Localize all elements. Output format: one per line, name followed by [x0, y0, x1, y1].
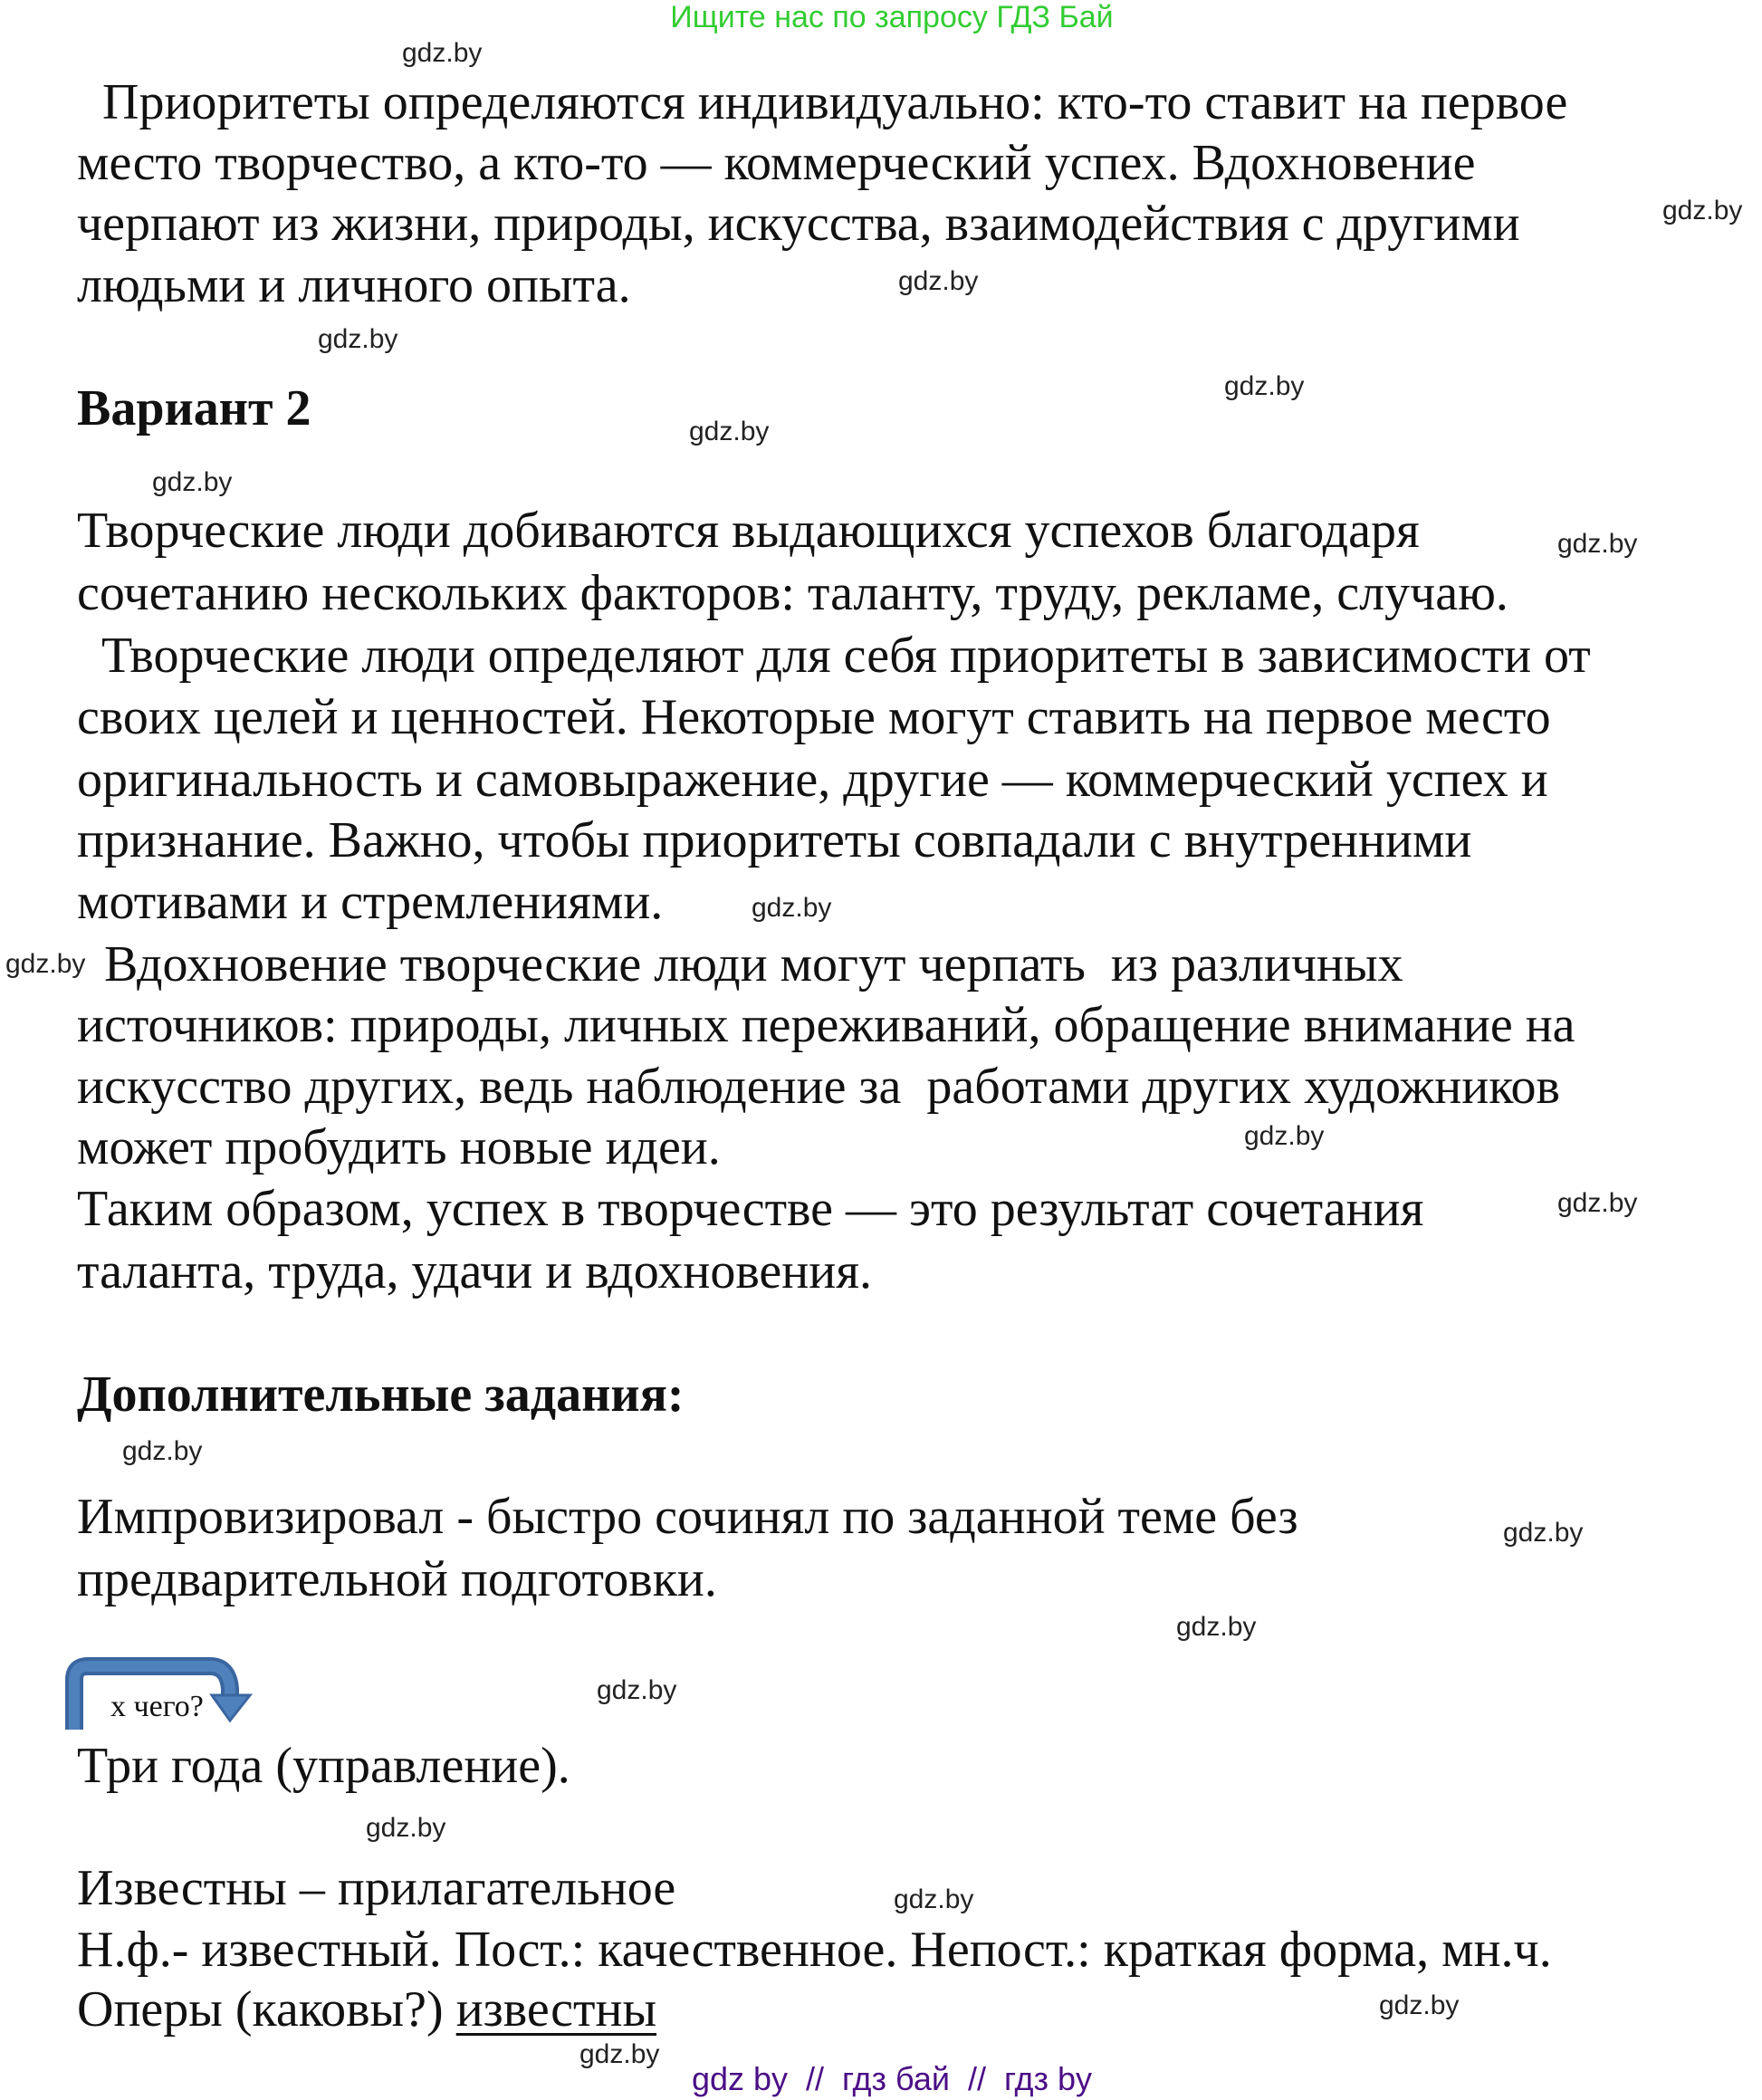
watermark: gdz.by: [402, 38, 483, 68]
paragraph-line: мотивами и стремлениями.: [77, 874, 664, 930]
watermark: gdz.by: [898, 266, 979, 296]
paragraph-line: сочетанию нескольких факторов: таланту, труду, рекламе, случаю.: [77, 565, 1508, 621]
watermark: gdz.by: [122, 1436, 203, 1466]
paragraph-line: Приоритеты определяются индивидуально: кто-то ставит на первое: [77, 74, 1568, 130]
watermark: gdz.by: [1503, 1518, 1584, 1548]
sentence-prefix: Оперы (каковы?): [77, 1981, 456, 2038]
underlined-word: известны: [455, 1981, 657, 2038]
paragraph-line: Таким образом, успех в творчестве — это результат сочетания: [77, 1181, 1424, 1237]
paragraph-line: людьми и личного опыта.: [77, 257, 631, 313]
paragraph-line: источников: природы, личных переживаний, обращение внимание на: [77, 997, 1575, 1053]
watermark: gdz.by: [689, 417, 770, 446]
watermark: gdz.by: [366, 1813, 446, 1843]
watermark: gdz.by: [1176, 1612, 1257, 1642]
watermark: gdz.by: [1662, 196, 1743, 225]
arrow-note: х чего?: [110, 1690, 204, 1723]
watermark: gdz.by: [1557, 1188, 1638, 1218]
watermark: gdz.by: [1244, 1121, 1325, 1151]
paragraph-line: черпают из жизни, природы, искусства, взаимодействия с другими: [77, 196, 1520, 252]
watermark: gdz.by: [579, 2039, 660, 2069]
variant-title: Вариант 2: [77, 380, 311, 436]
paragraph-line: место творчество, а кто-то — коммерческий успех. Вдохновение: [77, 135, 1476, 191]
search-hint-header: Ищите нас по запросу ГДЗ Бай: [670, 0, 1114, 34]
paragraph-line: оригинальность и самовыражение, другие — коммерческий успех и: [77, 752, 1548, 808]
phrase-line: Три года (управление).: [77, 1738, 570, 1794]
additional-tasks-title: Дополнительные задания:: [77, 1366, 685, 1423]
watermark: gdz.by: [5, 949, 86, 979]
watermark: gdz.by: [1379, 1990, 1460, 2020]
footer-links: gdz by // гдз бай // гдз by: [691, 2060, 1093, 2097]
paragraph-line: таланта, труда, удачи и вдохновения.: [77, 1243, 872, 1299]
paragraph-line: Импровизировал - быстро сочинял по заданной теме без: [77, 1489, 1298, 1545]
paragraph-line: Творческие люди определяют для себя приоритеты в зависимости от: [89, 628, 1591, 684]
watermark: gdz.by: [597, 1675, 677, 1705]
paragraph-line: Творческие люди добиваются выдающихся успехов благодаря: [77, 503, 1420, 559]
paragraph-line: может пробудить новые идеи.: [77, 1119, 721, 1175]
paragraph-line: своих целей и ценностей. Некоторые могут ставить на первое место: [77, 689, 1551, 745]
paragraph-line: Вдохновение творческие люди могут черпать из различных: [104, 936, 1403, 992]
analysis-line: Н.ф.- известный. Пост.: качественное. Непост.: краткая форма, мн.ч.: [77, 1922, 1552, 1978]
watermark: gdz.by: [1224, 371, 1305, 401]
watermark: gdz.by: [894, 1884, 974, 1914]
paragraph-line: признание. Важно, чтобы приоритеты совпадали с внутренними: [77, 812, 1472, 868]
watermark: gdz.by: [152, 467, 233, 497]
analysis-line: Известны – прилагательное: [77, 1860, 676, 1916]
paragraph-line: предварительной подготовки.: [77, 1551, 717, 1607]
sentence-line: [77, 1980, 656, 2039]
watermark: gdz.by: [1557, 529, 1638, 559]
watermark: gdz.by: [752, 893, 832, 923]
paragraph-line: искусство других, ведь наблюдение за работами других художников: [77, 1059, 1560, 1115]
watermark: gdz.by: [318, 324, 398, 354]
